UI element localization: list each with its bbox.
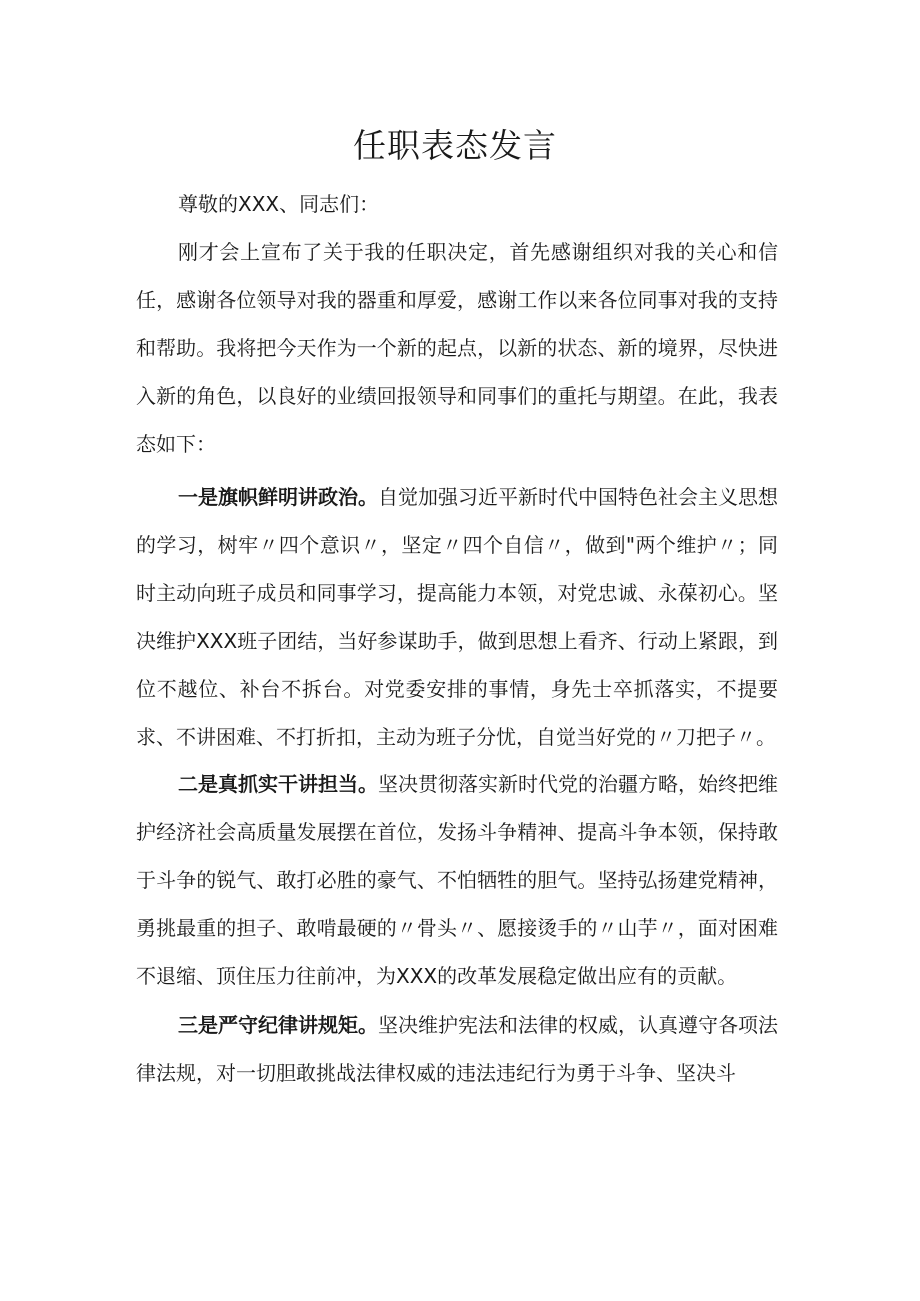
paragraph-intro [136, 228, 778, 468]
document-title: 任职表态发言 [353, 126, 557, 165]
paragraph-discipline-heading: 三是严守纪律讲规矩。 [178, 1013, 378, 1037]
paragraph-responsibility-text: 坚决贯彻落实新时代党的治疆方略，始终把维护经济社会高质量发展摆在首位，发扬斗争精神、提高斗争本领，保持敢于斗争的锐气、敢打必胜的豪气、不怕牺牲的胆气。坚持弘扬建党精神，勇挑最重的担子、敢啃最硬的〃骨头〃、愿接烫手的〃山芋〃，面对困难不退缩、顶住压力往前冲，为XXX的改革发展稳定做出应有的贡献。 [136, 772, 778, 988]
paragraph-politics-text: 自觉加强习近平新时代中国特色社会主义思想的学习，树牢〃四个意识〃，坚定〃四个自信〃，做到"两个维护〃；同时主动向班子成员和同事学习，提高能力本领，对党忠诚、永葆初心。坚决维护XXX班子团结，当好参谋助手，做到思想上看齐、行动上紧跟，到位不越位、补台不拆台。对党委安排的事情，身先士卒抓落实，不提要求、不讲困难、不打折扣，主动为班子分忧，自觉当好党的〃刀把子〃。 [136, 485, 778, 749]
paragraph-politics [136, 473, 778, 761]
paragraph-politics-heading: 一是旗帜鲜明讲政治。 [178, 485, 378, 509]
paragraph-responsibility [136, 760, 778, 1000]
paragraph-responsibility-heading: 二是真抓实干讲担当。 [178, 772, 378, 796]
salutation: 尊敬的XXX、同志们： [178, 192, 380, 216]
paragraph-discipline-text: 坚决维护宪法和法律的权威，认真遵守各项法律法规，对一切胆敢挑战法律权威的违法违纪行为勇于斗争、坚决斗 [136, 1013, 778, 1085]
paragraph-intro-text: 刚才会上宣布了关于我的任职决定，首先感谢组织对我的关心和信任，感谢各位领导对我的器重和厚爱，感谢工作以来各位同事对我的支持和帮助。我将把今天作为一个新的起点，以新的状态、新的境界，尽快进入新的角色，以良好的业绩回报领导和同事们的重托与期望。在此，我表态如下： [136, 240, 778, 456]
paragraph-discipline [136, 1001, 778, 1097]
